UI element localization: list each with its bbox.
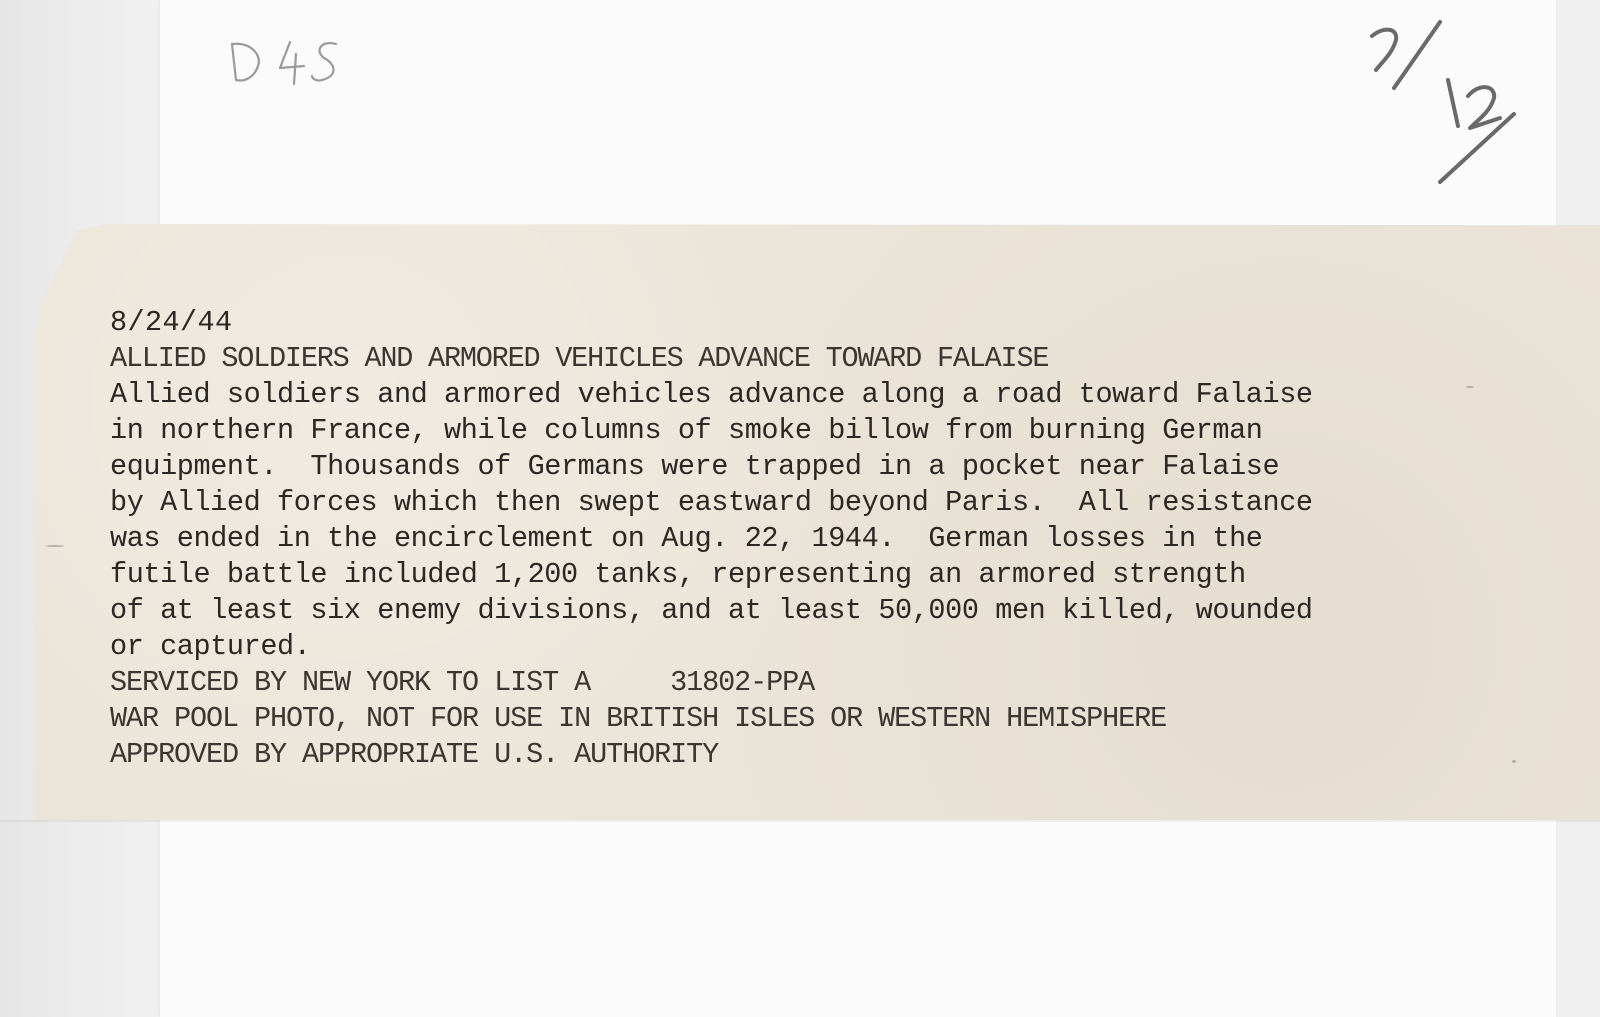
caption-body-line: by Allied forces which then swept eastward beyond Paris. All resistance	[110, 486, 1313, 519]
handwritten-notes	[0, 0, 1600, 230]
paper-speck	[46, 545, 64, 547]
caption-body-line: equipment. Thousands of Germans were trapped in a pocket near Falaise	[110, 450, 1280, 483]
handwritten-note-date	[1372, 22, 1514, 182]
caption-body-line: futile battle included 1,200 tanks, representing an armored strength	[110, 558, 1246, 591]
caption-headline: ALLIED SOLDIERS AND ARMORED VEHICLES ADVANCE TOWARD FALAISE	[110, 342, 1049, 375]
caption-slip-edge	[0, 820, 1600, 822]
caption-approval-line: APPROVED BY APPROPRIATE U.S. AUTHORITY	[110, 738, 719, 771]
caption-body-line: Allied soldiers and armored vehicles advance along a road toward Falaise	[110, 378, 1313, 411]
caption-body-line: in northern France, while columns of smoke billow from burning German	[110, 414, 1263, 447]
handwritten-note-d4s	[232, 42, 336, 84]
caption-date: 8/24/44	[110, 306, 233, 339]
caption-body-line: of at least six enemy divisions, and at least 50,000 men killed, wounded	[110, 594, 1313, 627]
caption-service-line: SERVICED BY NEW YORK TO LIST A 31802-PPA	[110, 666, 815, 699]
caption-restriction-line: WAR POOL PHOTO, NOT FOR USE IN BRITISH ISLES OR WESTERN HEMISPHERE	[110, 702, 1167, 735]
caption-text	[110, 305, 1530, 773]
caption-body-line: was ended in the encirclement on Aug. 22, 1944. German losses in the	[110, 522, 1263, 555]
caption-body-line: or captured.	[110, 630, 311, 663]
